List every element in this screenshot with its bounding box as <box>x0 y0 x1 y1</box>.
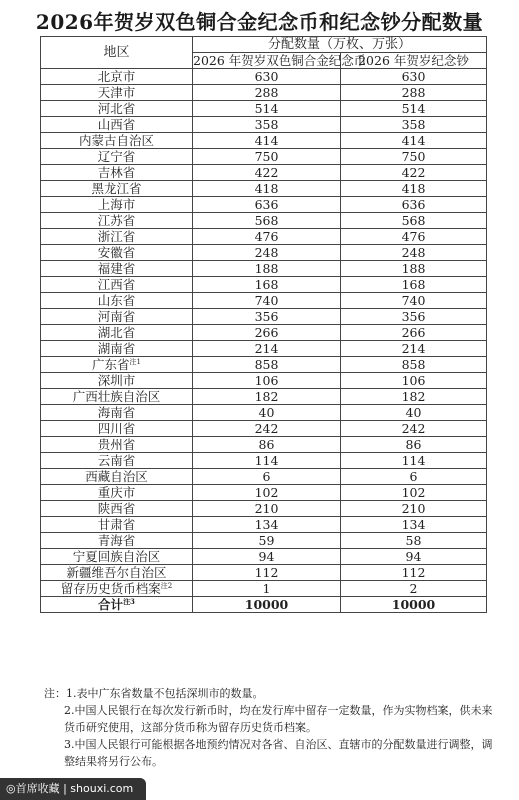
coin-count-cell: 10000 <box>193 597 341 613</box>
table-row <box>41 373 487 389</box>
note-count-cell: 476 <box>341 229 487 245</box>
table-row <box>41 533 487 549</box>
table-row <box>41 197 487 213</box>
table-row <box>41 149 487 165</box>
coin-count-cell: 418 <box>193 181 341 197</box>
coin-count-cell: 182 <box>193 389 341 405</box>
region-cell <box>41 229 193 245</box>
coin-count-cell: 1 <box>193 581 341 597</box>
table-row <box>41 101 487 117</box>
region-cell <box>41 517 193 533</box>
region-name: 福建省 <box>97 260 136 276</box>
coin-count-cell: 750 <box>193 149 341 165</box>
coin-column-header: 2026 年贺岁双色铜合金纪念币 <box>193 52 367 68</box>
region-name: 黑龙江省 <box>91 180 142 196</box>
region-cell <box>41 453 193 469</box>
coin-count-cell: 134 <box>193 517 341 533</box>
region-cell <box>41 117 193 133</box>
coin-count-cell: 636 <box>193 197 341 213</box>
footnote-marker: 注3 <box>123 596 135 606</box>
region-cell <box>41 85 193 101</box>
region-cell <box>41 101 193 117</box>
table-row <box>41 229 487 245</box>
coin-count-cell: 59 <box>193 533 341 549</box>
region-cell <box>41 405 193 421</box>
table-row <box>41 437 487 453</box>
coin-count-cell: 358 <box>193 117 341 133</box>
region-name: 四川省 <box>97 420 136 436</box>
region-cell <box>41 469 193 485</box>
region-name: 天津市 <box>97 84 136 100</box>
table-row <box>41 133 487 149</box>
region-cell <box>41 533 193 549</box>
region-name: 海南省 <box>97 404 136 420</box>
note-count-cell: 750 <box>341 149 487 165</box>
region-cell <box>41 325 193 341</box>
allocation-table <box>40 36 487 613</box>
table-row <box>41 453 487 469</box>
note-count-cell: 422 <box>341 165 487 181</box>
table-row <box>41 517 487 533</box>
table-row <box>41 565 487 581</box>
region-cell <box>41 389 193 405</box>
note-count-cell: 858 <box>341 357 487 373</box>
note-count-cell: 242 <box>341 421 487 437</box>
region-name: 深圳市 <box>97 372 136 388</box>
coin-count-cell: 106 <box>193 373 341 389</box>
table-row <box>41 341 487 357</box>
footnote-marker: 注2 <box>160 581 173 590</box>
region-cell <box>41 373 193 389</box>
note-count-cell: 188 <box>341 261 487 277</box>
region-name: 广西壮族自治区 <box>72 388 161 404</box>
note-count-cell: 636 <box>341 197 487 213</box>
coin-count-cell: 114 <box>193 453 341 469</box>
coin-count-cell: 630 <box>193 69 341 85</box>
region-name: 甘肃省 <box>97 516 136 532</box>
region-cell <box>41 597 193 613</box>
note-count-cell: 266 <box>341 325 487 341</box>
region-name: 陕西省 <box>97 500 136 516</box>
region-name: 新疆维吾尔自治区 <box>66 564 167 580</box>
table-row <box>41 357 487 373</box>
note-count-cell: 106 <box>341 373 487 389</box>
table-row <box>41 245 487 261</box>
table-row <box>41 165 487 181</box>
note-column-header: 2026 年贺岁纪念钞 <box>341 53 487 69</box>
region-cell <box>41 213 193 229</box>
note-count-cell: 86 <box>341 437 487 453</box>
note-count-cell: 210 <box>341 501 487 517</box>
region-name: 上海市 <box>97 196 136 212</box>
footnote-marker: 注1 <box>129 357 141 366</box>
region-cell <box>41 437 193 453</box>
footnotes <box>44 685 494 770</box>
coin-count-cell: 858 <box>193 357 341 373</box>
note-count-cell: 356 <box>341 309 487 325</box>
table-row <box>41 309 487 325</box>
note-count-cell: 94 <box>341 549 487 565</box>
note-count-cell: 2 <box>341 581 487 597</box>
watermark: ◎首席收藏 | shouxi.com <box>0 778 146 800</box>
region-cell <box>41 245 193 261</box>
region-cell <box>41 261 193 277</box>
table-row <box>41 421 487 437</box>
region-name: 辽宁省 <box>97 148 136 164</box>
region-name: 合计 <box>98 596 124 612</box>
note-count-cell: 568 <box>341 213 487 229</box>
note-count-cell: 58 <box>341 533 487 549</box>
region-cell <box>41 357 193 373</box>
table-row <box>41 405 487 421</box>
region-cell <box>41 197 193 213</box>
coin-count-cell: 112 <box>193 565 341 581</box>
region-name: 内蒙古自治区 <box>78 132 154 148</box>
table-row <box>41 469 487 485</box>
note-count-cell: 630 <box>341 69 487 85</box>
region-cell <box>41 165 193 181</box>
table-row <box>41 501 487 517</box>
table-row <box>41 325 487 341</box>
region-header: 地区 <box>41 37 193 69</box>
coin-count-cell: 94 <box>193 549 341 565</box>
region-cell <box>41 293 193 309</box>
coin-count-cell: 6 <box>193 469 341 485</box>
coin-count-cell: 188 <box>193 261 341 277</box>
note-count-cell: 134 <box>341 517 487 533</box>
note-count-cell: 114 <box>341 453 487 469</box>
note-count-cell: 112 <box>341 565 487 581</box>
region-cell <box>41 581 193 597</box>
region-name: 江西省 <box>97 276 136 292</box>
region-cell <box>41 149 193 165</box>
table-row <box>41 69 487 85</box>
note-count-cell: 514 <box>341 101 487 117</box>
region-name: 贵州省 <box>97 436 136 452</box>
footnote-2: 2.中国人民银行在每次发行新币时，均在发行库中留存一定数量，作为实物档案，供未来货币研究使用，这部分货币称为留存历史货币档案。 <box>64 704 493 734</box>
table-row <box>41 389 487 405</box>
region-name: 宁夏回族自治区 <box>72 548 161 564</box>
region-name: 湖南省 <box>97 340 136 356</box>
region-name: 山西省 <box>97 116 136 132</box>
coin-count-cell: 356 <box>193 309 341 325</box>
region-cell <box>41 501 193 517</box>
note-count-cell: 288 <box>341 85 487 101</box>
table-row <box>41 261 487 277</box>
region-cell <box>41 549 193 565</box>
region-name: 湖北省 <box>97 324 136 340</box>
table-row <box>41 85 487 101</box>
coin-count-cell: 214 <box>193 341 341 357</box>
table-row <box>41 293 487 309</box>
allocation-group-header: 分配数量（万枚、万张） <box>193 37 487 53</box>
table-row <box>41 181 487 197</box>
coin-count-cell: 422 <box>193 165 341 181</box>
note-count-cell: 358 <box>341 117 487 133</box>
coin-count-cell: 514 <box>193 101 341 117</box>
note-count-cell: 214 <box>341 341 487 357</box>
coin-count-cell: 414 <box>193 133 341 149</box>
footnote-3: 3.中国人民银行可能根据各地预约情况对各省、自治区、直辖市的分配数量进行调整，调整结果将另行公布。 <box>64 738 493 768</box>
note-count-cell: 168 <box>341 277 487 293</box>
coin-count-cell: 40 <box>193 405 341 421</box>
coin-count-cell: 568 <box>193 213 341 229</box>
coin-count-cell: 740 <box>193 293 341 309</box>
coin-count-cell: 266 <box>193 325 341 341</box>
coin-count-cell: 102 <box>193 485 341 501</box>
footnote-1: 注：1.表中广东省数量不包括深圳市的数量。 <box>44 687 264 700</box>
region-name: 安徽省 <box>97 244 136 260</box>
region-name: 广东省 <box>92 356 130 372</box>
coin-count-cell: 242 <box>193 421 341 437</box>
region-cell <box>41 485 193 501</box>
region-cell <box>41 277 193 293</box>
note-count-cell: 740 <box>341 293 487 309</box>
table-row <box>41 213 487 229</box>
region-cell <box>41 309 193 325</box>
coin-count-cell: 476 <box>193 229 341 245</box>
table-body <box>41 69 487 613</box>
region-name: 河南省 <box>97 308 136 324</box>
coin-count-cell: 288 <box>193 85 341 101</box>
region-name: 云南省 <box>97 452 136 468</box>
note-count-cell: 6 <box>341 469 487 485</box>
table-row <box>41 117 487 133</box>
note-count-cell: 182 <box>341 389 487 405</box>
region-name: 吉林省 <box>97 164 136 180</box>
region-cell <box>41 181 193 197</box>
region-cell <box>41 69 193 85</box>
page-title: 2026年贺岁双色铜合金纪念币和纪念钞分配数量 <box>35 10 484 34</box>
total-row <box>41 597 487 613</box>
coin-count-cell: 86 <box>193 437 341 453</box>
table-row <box>41 485 487 501</box>
region-cell <box>41 421 193 437</box>
note-count-cell: 40 <box>341 405 487 421</box>
region-name: 浙江省 <box>97 228 136 244</box>
coin-count-cell: 168 <box>193 277 341 293</box>
region-name: 河北省 <box>97 100 136 116</box>
region-name: 北京市 <box>97 68 136 84</box>
note-count-cell: 10000 <box>341 597 487 613</box>
region-name: 留存历史货币档案 <box>60 580 161 596</box>
region-cell <box>41 133 193 149</box>
region-name: 重庆市 <box>97 484 136 500</box>
region-cell <box>41 341 193 357</box>
note-count-cell: 414 <box>341 133 487 149</box>
region-name: 江苏省 <box>97 212 136 228</box>
region-name: 青海省 <box>97 532 136 548</box>
region-name: 山东省 <box>97 292 136 308</box>
coin-count-cell: 248 <box>193 245 341 261</box>
table-row <box>41 549 487 565</box>
table-row <box>41 581 487 597</box>
coin-count-cell: 210 <box>193 501 341 517</box>
table-row <box>41 277 487 293</box>
note-count-cell: 248 <box>341 245 487 261</box>
region-cell <box>41 565 193 581</box>
note-count-cell: 418 <box>341 181 487 197</box>
region-name: 西藏自治区 <box>85 468 148 484</box>
note-count-cell: 102 <box>341 485 487 501</box>
